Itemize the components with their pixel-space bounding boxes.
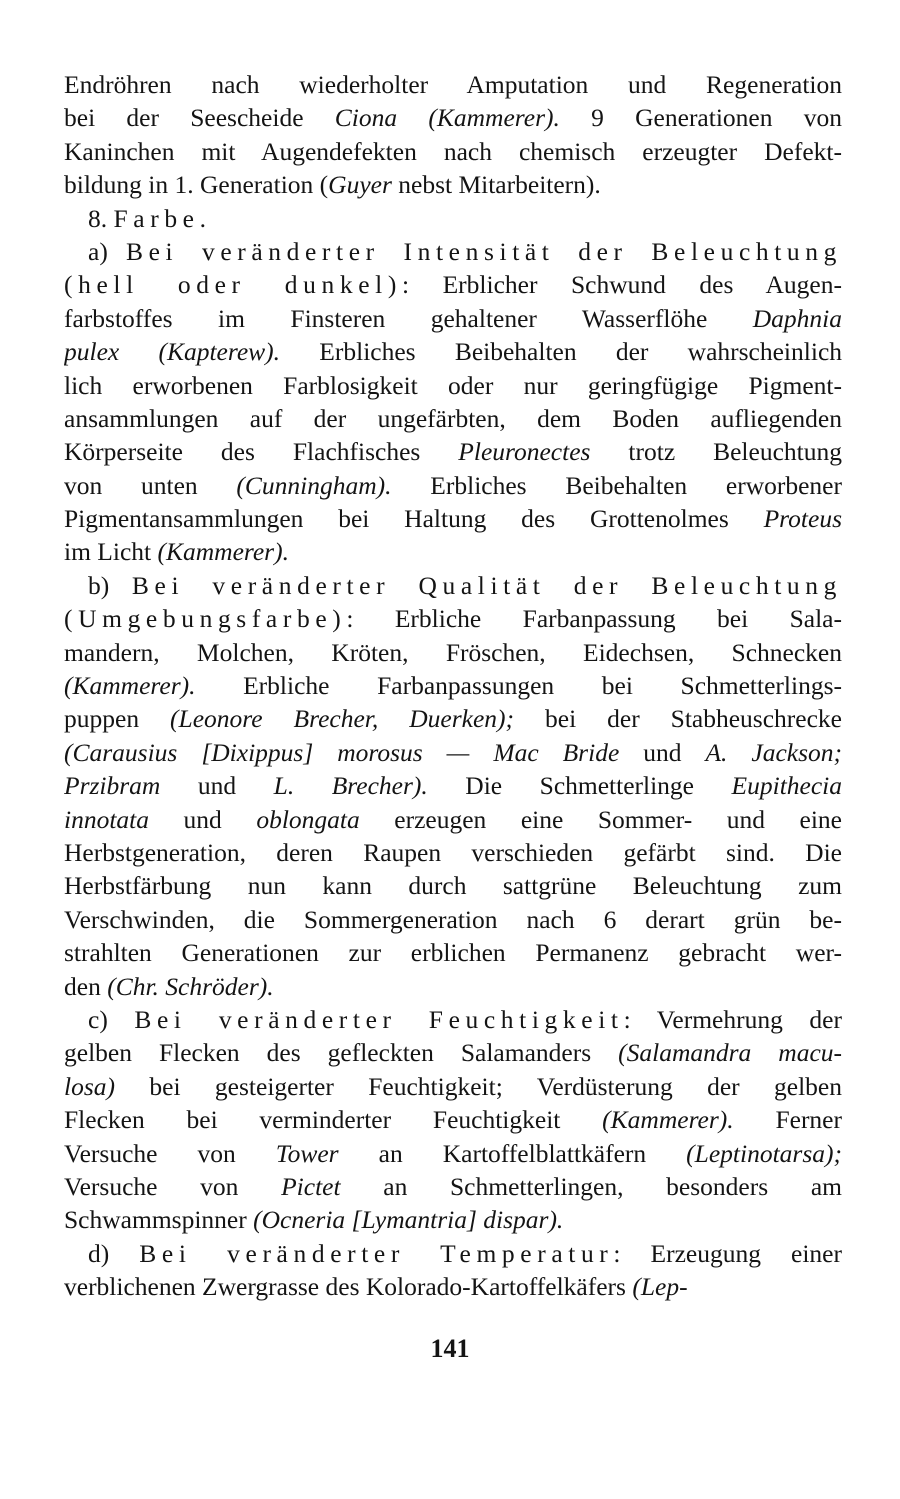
text-span: bei gesteigerter Feuchtigkeit; Verdüsterung der gelben — [115, 1071, 842, 1101]
text-line — [64, 469, 842, 502]
text-line — [64, 268, 842, 301]
text-span: erzeugen eine Sommer- und eine — [359, 804, 842, 834]
text-line — [64, 1070, 842, 1103]
text-line — [64, 435, 842, 468]
italic-span: (Salamandra macu- — [618, 1038, 842, 1068]
text-span: Schwammspinner — [64, 1205, 254, 1235]
text-line — [64, 702, 842, 735]
text-span: von unten — [64, 470, 237, 500]
spaced-heading-span: Farbe. — [113, 203, 212, 233]
text-span: verblichenen Zwergrasse des Kolorado-Kartoffelkäfers — [64, 1272, 633, 1302]
text-span: bildung in 1. Generation ( — [64, 170, 329, 200]
italic-span: (Ocneria [Lymantria] dispar). — [253, 1205, 564, 1235]
text-span: lich erworbenen Farblosigkeit oder nur geringfügige Pigment- — [64, 370, 842, 400]
spaced-heading-span: (hell oder dunkel) — [64, 270, 402, 300]
text-span: mandern, Molchen, Kröten, Fröschen, Eidechsen, Schnecken — [64, 637, 842, 667]
text-span: im Licht — [64, 537, 158, 567]
text-span: a) — [88, 236, 126, 266]
text-span: an Kartoffelblattkäfern — [338, 1138, 687, 1168]
text-span: : Erblicher Schwund des Augen- — [401, 270, 842, 300]
text-span: ansammlungen auf der ungefärbten, dem Boden aufliegenden — [64, 403, 842, 433]
page-number: 141 — [430, 1334, 470, 1363]
text-span: und — [619, 737, 706, 767]
text-line — [64, 1003, 842, 1036]
text-span: Erbliches Beibehalten erworbener — [391, 470, 842, 500]
text-line — [64, 803, 842, 836]
text-line — [64, 1036, 842, 1069]
text-line — [64, 869, 842, 902]
italic-span: innotata — [64, 804, 150, 834]
text-span: Pigmentansammlungen bei Haltung des Grottenolmes — [64, 504, 764, 534]
text-span: : Erbliche Farbanpassung bei Sala- — [346, 604, 842, 634]
text-span: Die Schmetterlinge — [427, 771, 732, 801]
text-span: den — [64, 971, 108, 1001]
text-span: d) — [88, 1238, 140, 1268]
spaced-heading-span: Bei veränderter Temperatur — [139, 1238, 614, 1268]
italic-span: (Kammerer). — [64, 671, 196, 701]
text-line — [64, 1270, 842, 1303]
text-span: bei der Stabheuschrecke — [514, 704, 842, 734]
text-line — [64, 402, 842, 435]
text-span: Erbliche Farbanpassungen bei Schmetterlings- — [195, 671, 842, 701]
italic-span: (Chr. Schröder). — [107, 971, 274, 1001]
text-span: 9 Generationen von — [559, 103, 842, 133]
text-line — [64, 101, 842, 134]
text-span: 8. — [88, 203, 114, 233]
text-span: und — [160, 771, 274, 801]
text-line — [64, 68, 842, 101]
text-line — [64, 502, 842, 535]
italic-span: (Kammerer). — [157, 537, 289, 567]
italic-span: L. Brecher). — [273, 771, 428, 801]
spaced-heading-span: Bei veränderter Intensität der Beleuchtung — [125, 236, 842, 266]
italic-span: (Carausius [Dixippus] morosus — Mac Bride — [64, 737, 620, 767]
italic-span: (Cunningham). — [236, 470, 392, 500]
text-span: : Erzeugung einer — [613, 1238, 842, 1268]
text-span: b) — [88, 570, 132, 600]
text-span: Körperseite des Flachfisches — [64, 437, 459, 467]
body-text — [64, 68, 842, 1303]
text-span: puppen — [64, 704, 171, 734]
text-line — [64, 602, 842, 635]
italic-span: (Leptinotarsa); — [686, 1138, 842, 1168]
text-span: Verschwinden, die Sommergeneration nach 6 derart grün be- — [64, 904, 842, 934]
italic-span: (Kammerer). — [602, 1105, 734, 1135]
text-span: gelben Flecken des gefleckten Salamanders — [64, 1038, 619, 1068]
text-span: bei der Seescheide — [64, 103, 335, 133]
italic-span: Guyer — [328, 170, 392, 200]
text-line — [64, 936, 842, 969]
text-line — [64, 970, 842, 1003]
text-span: Versuche von — [64, 1171, 282, 1201]
text-line — [64, 235, 842, 268]
text-line — [64, 302, 842, 335]
text-span: strahlten Generationen zur erblichen Permanenz gebracht wer- — [64, 938, 842, 968]
text-line — [64, 1137, 842, 1170]
text-span: c) — [88, 1004, 135, 1034]
text-line — [64, 1237, 842, 1270]
text-line — [64, 669, 842, 702]
italic-span: pulex (Kapterew). — [64, 337, 281, 367]
text-line — [64, 1203, 842, 1236]
text-span: trotz Beleuchtung — [590, 437, 842, 467]
text-line — [64, 1103, 842, 1136]
text-span: Erbliches Beibehalten der wahrscheinlich — [280, 337, 842, 367]
spaced-heading-span: Bei veränderter Qualität der Beleuchtung — [131, 570, 842, 600]
italic-span: Proteus — [763, 504, 842, 534]
text-line — [64, 135, 842, 168]
italic-span: Pleuronectes — [458, 437, 591, 467]
text-span: Herbstgeneration, deren Raupen verschieden gefärbt sind. Die — [64, 837, 842, 867]
italic-span: Daphnia — [752, 303, 842, 333]
italic-span: Przibram — [64, 771, 161, 801]
text-line — [64, 636, 842, 669]
text-span: und — [149, 804, 257, 834]
text-line — [64, 736, 842, 769]
italic-span: A. Jackson; — [705, 737, 842, 767]
italic-span: losa) — [64, 1071, 115, 1101]
text-span: farbstoffes im Finsteren gehaltener Wasserflöhe — [64, 303, 753, 333]
italic-span: oblongata — [256, 804, 360, 834]
text-span: Endröhren nach wiederholter Amputation und Regeneration — [64, 70, 842, 99]
text-line — [64, 569, 842, 602]
text-span: Kaninchen mit Augendefekten nach chemisch erzeugter Defekt- — [64, 136, 842, 166]
text-span: Versuche von — [64, 1138, 276, 1168]
text-line — [64, 168, 842, 201]
text-line — [64, 335, 842, 368]
text-line — [64, 769, 842, 802]
italic-span: Ciona (Kammerer). — [334, 103, 560, 133]
text-line — [64, 903, 842, 936]
text-line — [64, 202, 842, 235]
text-line — [64, 535, 842, 568]
text-span: Herbstfärbung nun kann durch sattgrüne Beleuchtung zum — [64, 871, 842, 901]
italic-span: (Leonore Brecher, Duerken); — [170, 704, 515, 734]
text-span: an Schmetterlingen, besonders am — [340, 1171, 842, 1201]
text-line — [64, 836, 842, 869]
italic-span: Eupithecia — [731, 771, 842, 801]
italic-span: Pictet — [281, 1171, 341, 1201]
text-line — [64, 1170, 842, 1203]
text-span: Ferner — [733, 1105, 842, 1135]
text-line — [64, 369, 842, 402]
text-span: Flecken bei verminderter Feuchtigkeit — [64, 1105, 603, 1135]
spaced-heading-span: (Umgebungsfarbe) — [64, 604, 347, 634]
italic-span: Tower — [275, 1138, 339, 1168]
spaced-heading-span: Bei veränderter Feuchtigkeit — [134, 1004, 624, 1034]
text-span: : Vermehrung der — [623, 1004, 842, 1034]
italic-span: (Lep- — [632, 1272, 688, 1302]
text-span: nebst Mitarbeitern). — [391, 170, 601, 200]
